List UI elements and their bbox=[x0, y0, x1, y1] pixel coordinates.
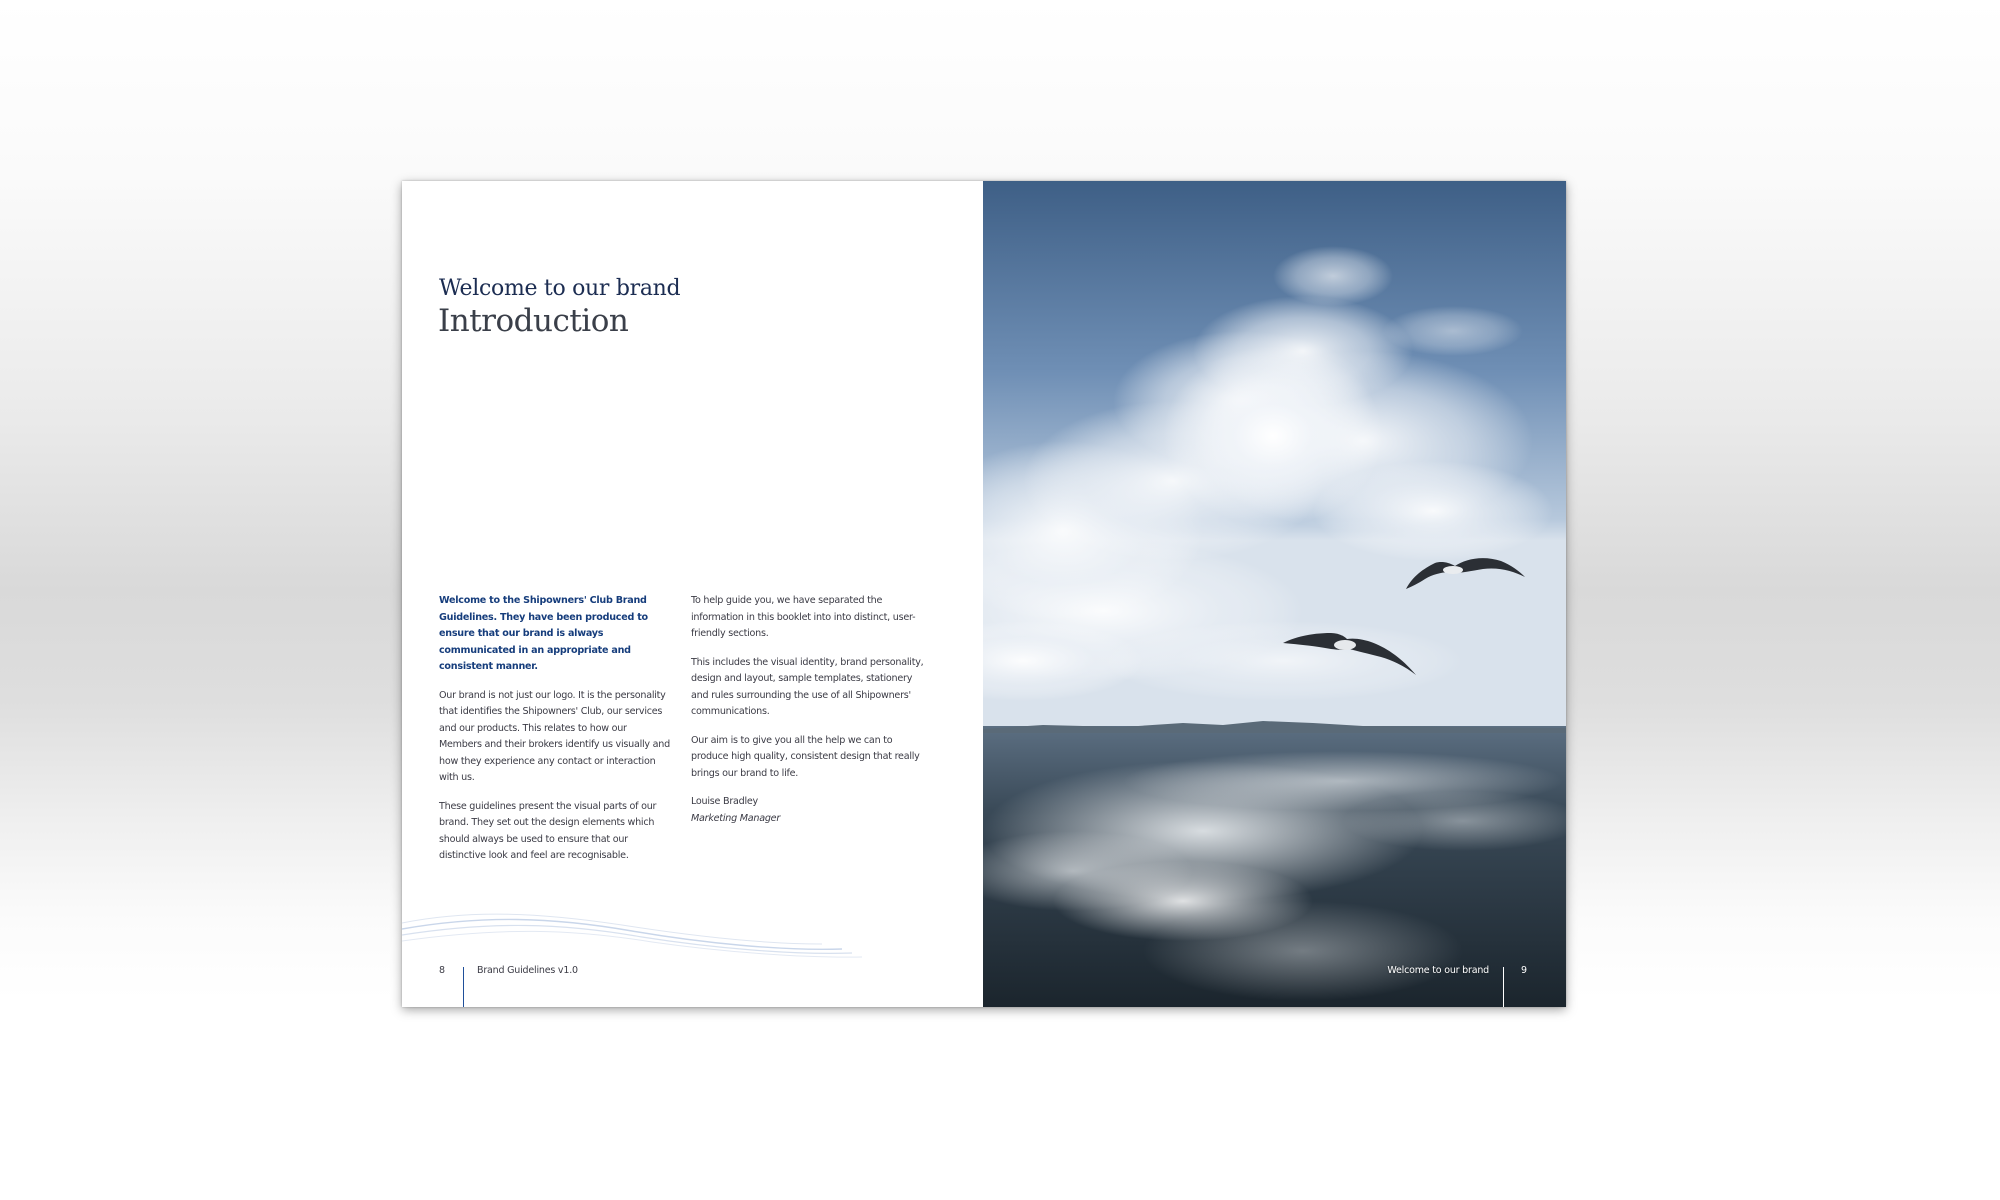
signature-name: Louise Bradley bbox=[691, 796, 758, 807]
sea-sky-seagulls-photo bbox=[983, 181, 1566, 1007]
brochure-spread bbox=[402, 181, 1566, 1007]
body-paragraph: These guidelines present the visual parts of our brand. They set out the design elements which should always be used to ensure that our distinctive look and feel are recognisable. bbox=[439, 800, 657, 861]
left-page bbox=[402, 181, 983, 1007]
body-paragraph: To help guide you, we have separated the information in this booklet into into distinct, user-friendly sections. bbox=[691, 595, 916, 639]
page-title: Introduction bbox=[438, 303, 629, 339]
section-subtitle: Welcome to our brand bbox=[439, 276, 681, 301]
footer-rule bbox=[463, 967, 464, 1007]
running-footer: Welcome to our brand bbox=[1387, 965, 1489, 976]
right-page bbox=[983, 181, 1566, 1007]
signature-block bbox=[691, 794, 926, 827]
footer-rule bbox=[1503, 967, 1504, 1007]
running-footer: Brand Guidelines v1.0 bbox=[477, 965, 578, 976]
lead-paragraph: Welcome to the Shipowners' Club Brand Guidelines. They have been produced to ensure that our brand is always communicated in an appropriate and consistent manner. bbox=[439, 595, 648, 672]
body-paragraph: This includes the visual identity, brand personality, design and layout, sample templates, stationery and rules surrounding the use of all Shipowners' communications. bbox=[691, 656, 924, 717]
body-paragraph: Our aim is to give you all the help we can to produce high quality, consistent design that really brings our brand to life. bbox=[691, 734, 920, 779]
signature-role: Marketing Manager bbox=[691, 812, 781, 824]
page-number: 9 bbox=[1521, 965, 1528, 976]
body-paragraph: Our brand is not just our logo. It is the personality that identifies the Shipowners' Club, our services and our products. This relates to how our Members and their brokers identify us visually and how they experience any contact or interaction with us. bbox=[439, 689, 670, 783]
page-number: 8 bbox=[439, 965, 446, 976]
text-column-2 bbox=[691, 593, 926, 827]
decorative-wave bbox=[402, 911, 983, 961]
text-column-1 bbox=[439, 593, 671, 877]
